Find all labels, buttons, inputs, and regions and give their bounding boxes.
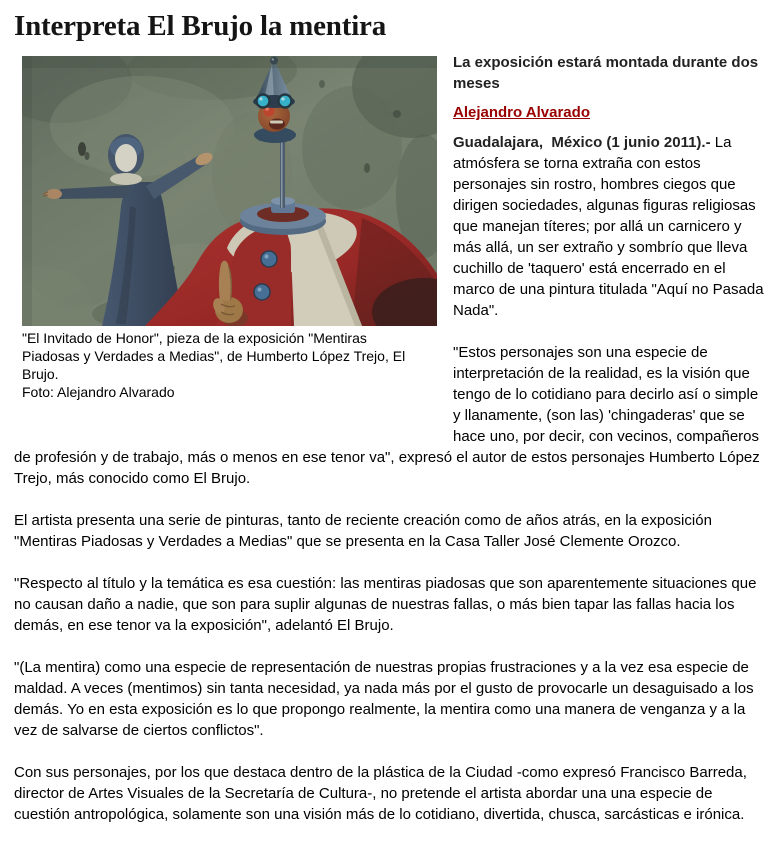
el-invitado-de-honor-painting: [22, 56, 437, 326]
image-credit: Foto: Alejandro Alvarado: [22, 384, 175, 400]
body-paragraph: El artista presenta una serie de pinturas, tanto de reciente creación como de años atrás, en la exposición "Mentiras Piadosas y Verdades a Medias" que se presenta en la Casa Taller José Clemente Orozco.: [14, 512, 712, 550]
image-caption: [22, 329, 410, 401]
body-paragraph: "(La mentira) como una especie de representación de nuestras propias frustraciones y a la vez esa especie de maldad. A veces (mentimos) sin tanta necesidad, ya nada más por el gusto de provocarle un desaguisado a los demás. Yo en esta exposición es lo que propongo realmente, la mentira como una manera de venganza y a la vez de salvarse de ciertos conflictos".: [14, 659, 754, 739]
article-figure: [22, 56, 437, 401]
intro-text: La atmósfera se torna extraña con estos personajes sin rostro, hombres ciegos que dirigen sociedades, algunas figuras religiosas que manejan títeres; por allá un carnicero y más allá, un ser extraño y sombrío que lleva cuchillo de 'taquero' está encerrado en el marco de una pintura titulada "Aquí no Pasada Nada".: [453, 134, 764, 319]
article-body: [14, 52, 766, 825]
body-paragraph: "Estos personajes son una especie de interpretación de la realidad, es la visión que tengo de lo cotidiano para decirlo así o simple y llanamente, (son las) 'chingaderas' que se hace uno, por decir, con vecinos, compañeros de profesión y de trabajo, más o menos en ese tenor va", expresó el autor de estos personajes Humberto López Trejo, más conocido como El Brujo.: [14, 344, 760, 487]
body-paragraph: Con sus personajes, por los que destaca dentro de la plástica de la Ciudad -como expresó Francisco Barreda, director de Artes Visuales de la Secretaría de Cultura-, no pretende el artista abordar una una especie de cuestión antropológica, solamente son una visión más de lo cotidiano, divertida, chusca, sarcásticas e irónica.: [14, 764, 747, 823]
article-title: Interpreta El Brujo la mentira: [14, 10, 387, 42]
dateline: Guadalajara, México (1 junio 2011).-: [453, 134, 715, 151]
body-paragraph: "Respecto al título y la temática es esa cuestión: las mentiras piadosas que son aparentemente situaciones que no causan daño a nadie, que son para suplir algunas de nuestras fallas, o más bien tapar las fallas hacia los demás, en ese tenor va la exposición", adelantó El Brujo.: [14, 575, 757, 634]
author-link[interactable]: Alejandro Alvarado: [453, 104, 590, 121]
article-lead: La exposición estará montada durante dos meses: [453, 54, 759, 92]
image-caption-text: "El Invitado de Honor", pieza de la exposición "Mentiras Piadosas y Verdades a Medias", de Humberto López Trejo, El Brujo.: [22, 330, 406, 382]
